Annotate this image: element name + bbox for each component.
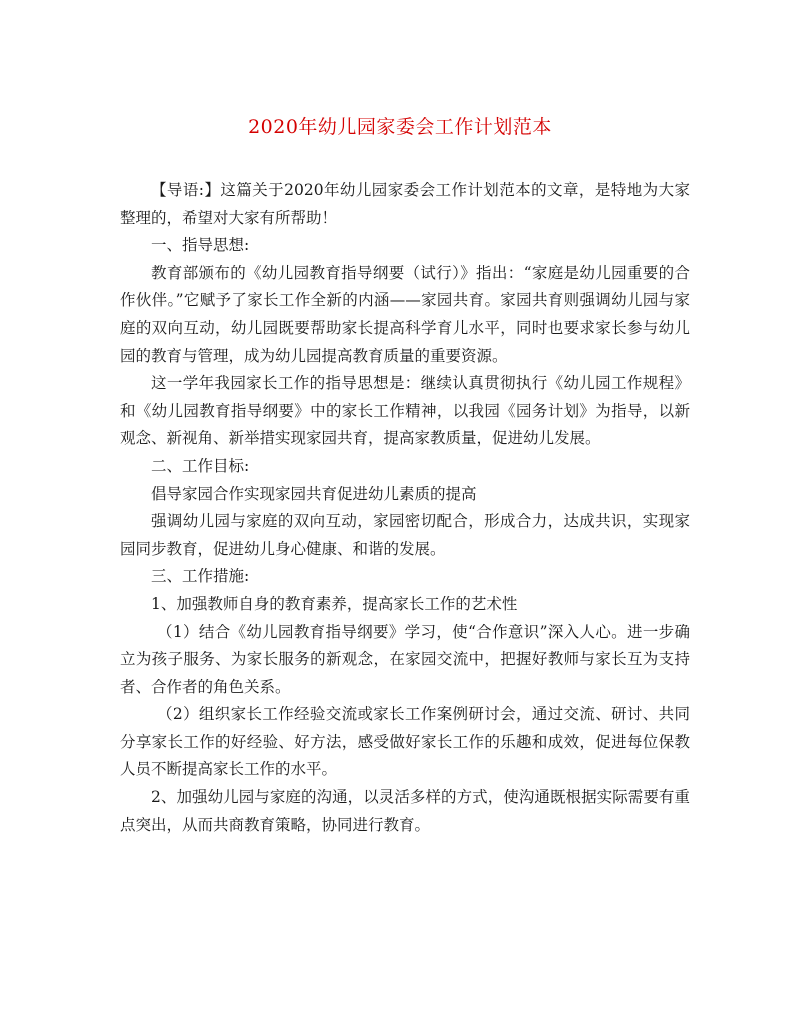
measure-item-1: 1、加强教师自身的教育素养，提高家长工作的艺术性 xyxy=(151,594,518,613)
paragraph-goal-interaction: 强调幼儿园与家庭的双向互动，家园密切配合，形成合力，达成共识，实现家园同步教育，促进幼儿身心健康、和谐的发展。 xyxy=(120,512,690,558)
document-body xyxy=(120,177,690,839)
measure-subitem-1: （1）结合《幼儿园教育指导纲要》学习，使“合作意识”深入人心。进一步确立为孩子服务、为家长服务的新观念，在家园交流中，把握好教师与家长互为支持者、合作者的角色关系。 xyxy=(120,622,690,696)
section-heading-guiding-thought: 一、指导思想: xyxy=(151,236,250,255)
paragraph-guiding-thought: 这一学年我园家长工作的指导思想是：继续认真贯彻执行《幼儿园工作规程》和《幼儿园教育指导纲要》中的家长工作精神，以我园《园务计划》为指导，以新观念、新视角、新举措实现家园共育，提高家教质量，促进幼儿发展。 xyxy=(120,374,690,448)
document-title: 2020年幼儿园家委会工作计划范本 xyxy=(248,116,552,138)
intro-paragraph: 【导语:】这篇关于2020年幼儿园家委会工作计划范本的文章，是特地为大家整理的，希望对大家有所帮助！ xyxy=(120,181,690,227)
paragraph-goal-advocate: 倡导家园合作实现家园共育促进幼儿素质的提高 xyxy=(151,484,477,503)
measure-subitem-2: （2）组织家长工作经验交流或家长工作案例研讨会，通过交流、研讨、共同分享家长工作的好经验、好方法，感受做好家长工作的乐趣和成效，促进每位保教人员不断提高家长工作的水平。 xyxy=(120,705,690,779)
section-heading-work-measures: 三、工作措施: xyxy=(151,567,250,586)
paragraph-guideline: 教育部颁布的《幼儿园教育指导纲要（试行）》指出：“家庭是幼儿园重要的合作伙伴。”它赋予了家长工作全新的内涵——家园共育。家园共育则强调幼儿园与家庭的双向互动，幼儿园既要帮助家长提高科学育儿水平，同时也要求家长参与幼儿园的教育与管理，成为幼儿园提高教育质量的重要资源。 xyxy=(120,263,690,365)
section-heading-work-goals: 二、工作目标: xyxy=(151,456,250,475)
measure-item-2: 2、加强幼儿园与家庭的沟通，以灵活多样的方式，使沟通既根据实际需要有重点突出，从而共商教育策略，协同进行教育。 xyxy=(120,788,690,834)
